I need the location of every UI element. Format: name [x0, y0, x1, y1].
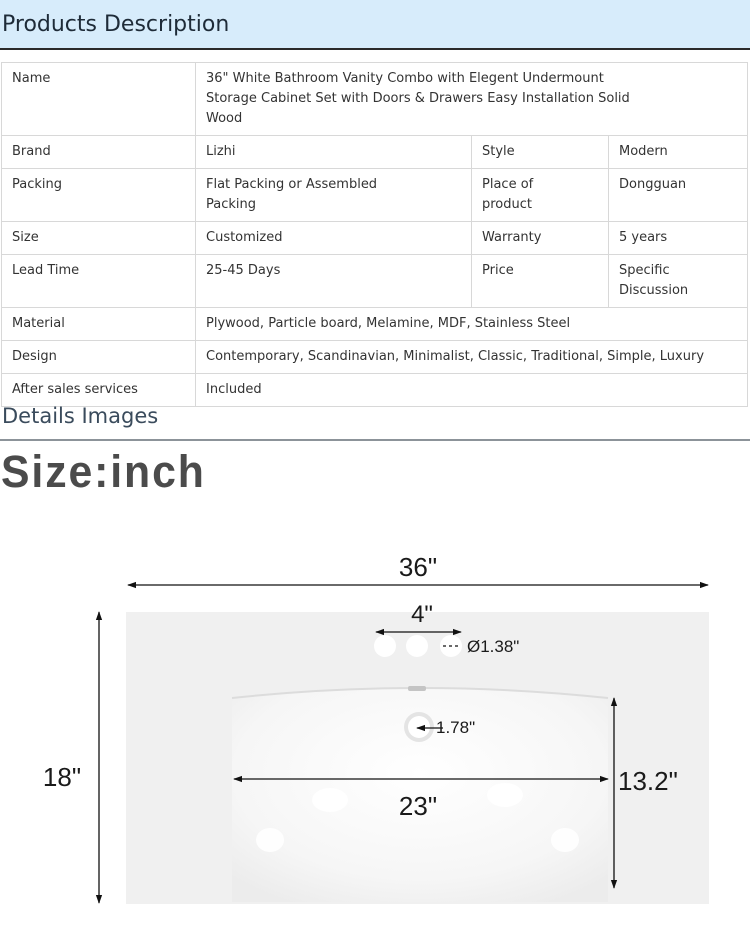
size-unit-title: Size:inch [1, 446, 206, 497]
aftersales-value: Included [196, 374, 748, 407]
size-value: Customized [196, 222, 472, 255]
aftersales-label: After sales services [2, 374, 196, 407]
hole-diameter-label: Ø1.38" [467, 637, 520, 656]
design-label: Design [2, 341, 196, 374]
details-divider [0, 439, 750, 441]
width-label: 36" [398, 552, 438, 582]
brand-value: Lizhi [196, 136, 472, 169]
table-row [2, 222, 748, 255]
faucet-spacing-label: 4" [411, 601, 433, 628]
price-value: Specific Discussion [609, 255, 748, 308]
table-row [2, 341, 748, 374]
size-label: Size [2, 222, 196, 255]
table-row [2, 169, 748, 222]
name-label: Name [2, 63, 196, 136]
warranty-value: 5 years [609, 222, 748, 255]
section-title: Products Description [2, 12, 230, 37]
table-row [2, 374, 748, 407]
table-row [2, 63, 748, 136]
brand-label: Brand [2, 136, 196, 169]
material-label: Material [2, 308, 196, 341]
design-value: Contemporary, Scandinavian, Minimalist, Classic, Traditional, Simple, Luxury [196, 341, 748, 374]
section-header [0, 0, 750, 50]
origin-value: Dongguan [609, 169, 748, 222]
drain-diameter-label: 1.78" [436, 718, 476, 737]
style-label: Style [472, 136, 609, 169]
bowl-depth-label: 13.2" [618, 766, 678, 796]
leadtime-label: Lead Time [2, 255, 196, 308]
details-title: Details Images [2, 404, 159, 428]
sink-dimension-diagram [0, 540, 750, 936]
name-value: 36" White Bathroom Vanity Combo with Elegent Undermount Storage Cabinet Set with Doors & Drawers Easy Installation Solid Wood [196, 63, 748, 136]
packing-label: Packing [2, 169, 196, 222]
warranty-label: Warranty [472, 222, 609, 255]
faucet-hole [406, 635, 428, 657]
table-row [2, 136, 748, 169]
material-value: Plywood, Particle board, Melamine, MDF, Stainless Steel [196, 308, 748, 341]
leadtime-value: 25-45 Days [196, 255, 472, 308]
depth-label: 18" [42, 762, 82, 792]
table-row [2, 255, 748, 308]
table-row [2, 308, 748, 341]
origin-label: Place of product [472, 169, 609, 222]
spec-table [1, 62, 748, 407]
packing-value: Flat Packing or Assembled Packing [196, 169, 472, 222]
price-label: Price [472, 255, 609, 308]
faucet-hole [374, 635, 396, 657]
style-value: Modern [609, 136, 748, 169]
bowl-width-label: 23" [398, 791, 438, 821]
